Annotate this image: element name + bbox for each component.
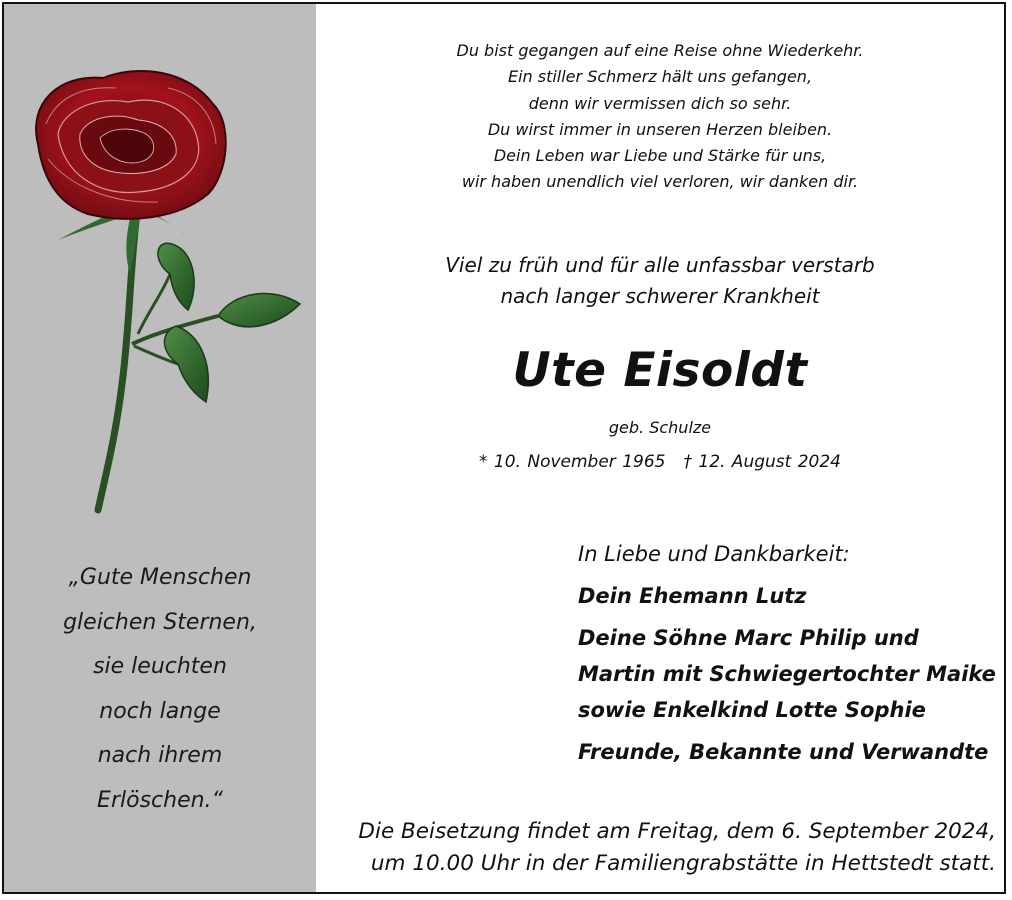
- mourners-block: [578, 536, 1008, 770]
- burial-info: [336, 816, 996, 880]
- mourner-others: Freunde, Bekannte und Verwandte: [578, 740, 989, 764]
- announcement-intro: [316, 250, 1004, 312]
- quote-line: noch lange: [99, 698, 221, 724]
- birth-date: * 10. November 1965: [479, 452, 666, 472]
- mourner-children-line: Deine Söhne Marc Philip und: [578, 626, 919, 650]
- intro-line: Viel zu früh und für alle unfassbar verstarb: [445, 253, 875, 277]
- mourners-heading: In Liebe und Dankbarkeit:: [578, 542, 850, 566]
- quote-line: sie leuchten: [93, 654, 227, 680]
- poem-line: Du bist gegangen auf eine Reise ohne Wiederkehr.: [456, 41, 864, 60]
- intro-line: nach langer schwerer Krankheit: [500, 284, 820, 308]
- poem: [316, 38, 1004, 196]
- poem-line: Dein Leben war Liebe und Stärke für uns,: [493, 146, 827, 166]
- poem-line: Ein stiller Schmerz hält uns gefangen,: [507, 67, 813, 87]
- poem-line: Du wirst immer in unseren Herzen bleiben.: [487, 119, 833, 139]
- quote-line: „Gute Menschen: [68, 565, 252, 590]
- quote-line: Erlöschen.“: [97, 787, 223, 813]
- main-panel: [316, 4, 1004, 892]
- life-dates: [316, 450, 1004, 474]
- mourner-children-line: Martin mit Schwiegertochter Maike: [578, 662, 996, 686]
- death-date: † 12. August 2024: [683, 452, 841, 472]
- maiden-name: geb. Schulze: [608, 418, 712, 437]
- deceased-name: Ute Eisoldt: [512, 343, 808, 398]
- burial-line: um 10.00 Uhr in der Familiengrabstätte in Hettstedt statt.: [370, 851, 996, 876]
- burial-line: Die Beisetzung findet am Freitag, dem 6. September 2024,: [358, 819, 996, 844]
- rose-illustration: [18, 64, 308, 524]
- obituary-notice: [2, 2, 1006, 894]
- mourner-children-line: sowie Enkelkind Lotte Sophie: [578, 698, 926, 722]
- quote-block: [4, 556, 316, 824]
- quote-line: gleichen Sternen,: [63, 609, 257, 635]
- left-panel: [4, 4, 316, 892]
- mourner-husband: Dein Ehemann Lutz: [578, 584, 807, 608]
- quote-line: nach ihrem: [97, 743, 223, 769]
- poem-line: wir haben unendlich viel verloren, wir danken dir.: [461, 172, 859, 192]
- poem-line: denn wir vermissen dich so sehr.: [528, 93, 792, 113]
